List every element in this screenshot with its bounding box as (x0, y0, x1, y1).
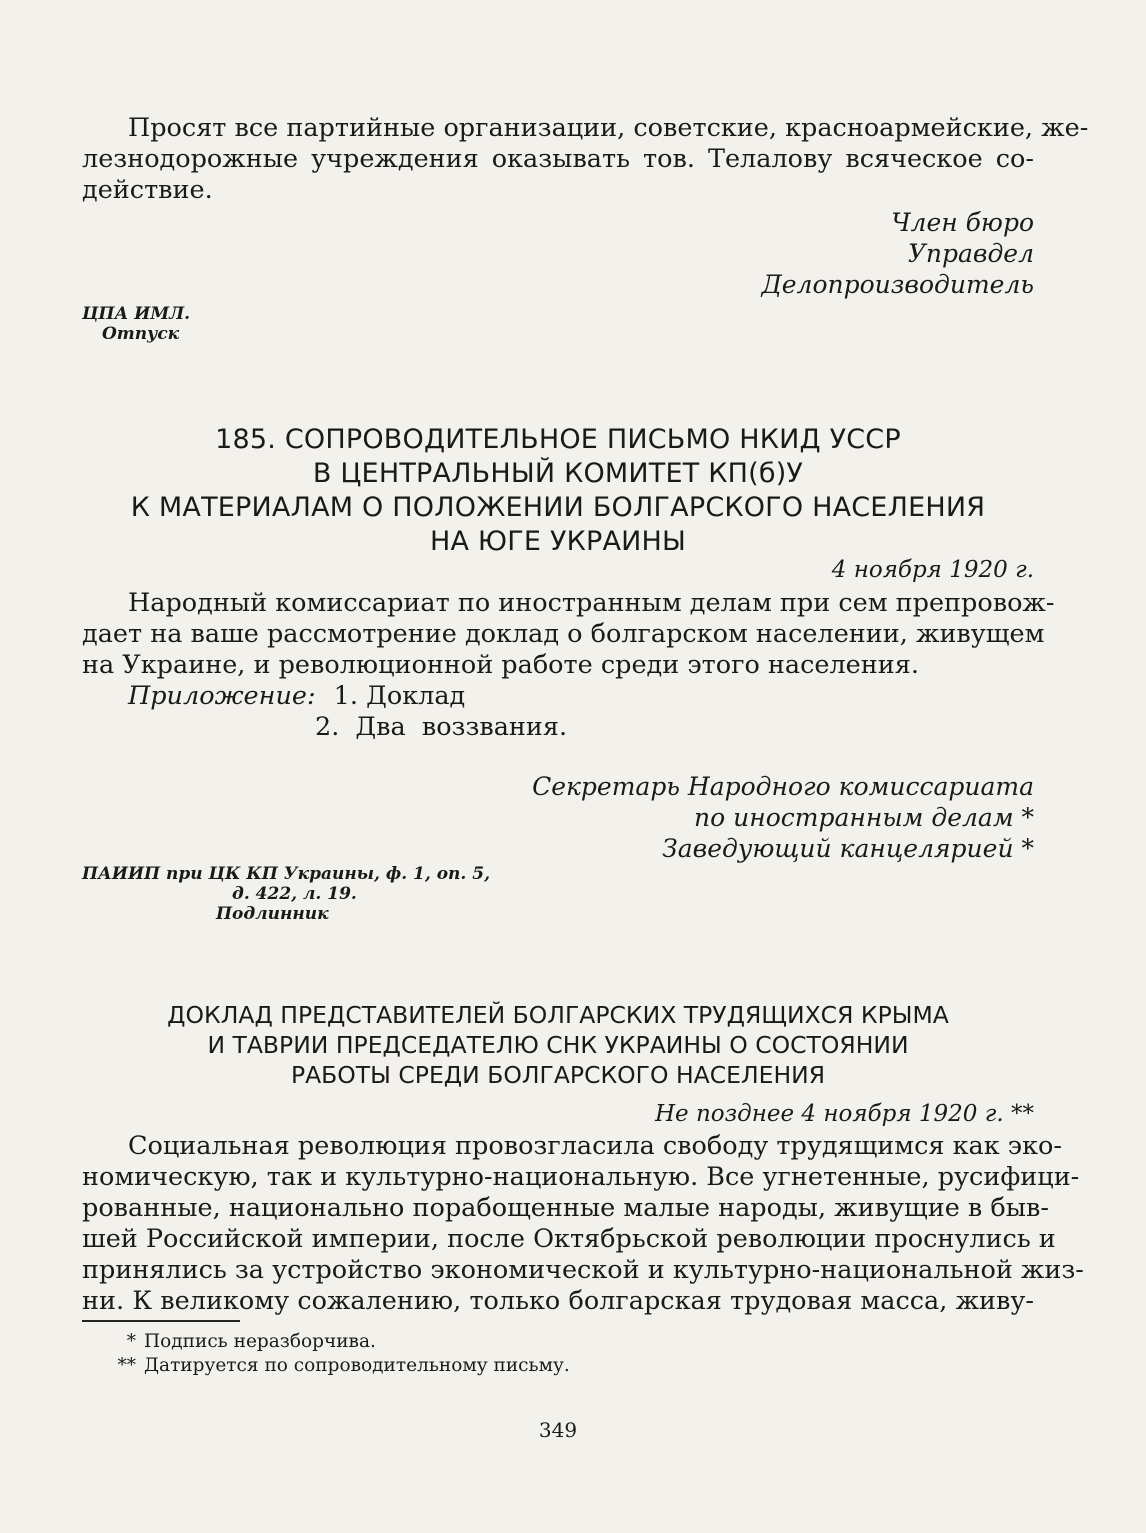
footnote-mark: * (126, 1331, 136, 1352)
report-title (82, 1000, 1034, 1090)
doc-185-date: 4 ноября 1920 г. (831, 557, 1034, 583)
signature-line: по иностранным делам * (694, 803, 1034, 832)
report-date: Не позднее 4 ноября 1920 г. ** (654, 1101, 1034, 1127)
footnote (82, 1330, 1034, 1354)
document-page (82, 0, 1089, 1533)
signature-line: Секретарь Народного комиссариата (532, 772, 1034, 801)
text-line: действие. (82, 175, 213, 205)
title-line: К МАТЕРИАЛАМ О ПОЛОЖЕНИИ БОЛГАРСКОГО НАСЕЛЕНИЯ (130, 492, 986, 523)
text-line: дает на ваше рассмотрение доклад о болгарском населении, живущем (82, 619, 1045, 649)
doc-185-signatures (82, 771, 1034, 864)
title-line: И ТАВРИИ ПРЕДСЕДАТЕЛЮ СНК УКРАИНЫ О СОСТОЯНИИ (207, 1031, 909, 1059)
signature-line: Заведующий канцелярией * (662, 834, 1034, 863)
text-line: Просят все партийные организации, советские, красноармейские, же- (128, 113, 1089, 143)
text-line: Народный комиссариат по иностранным делам при сем препровож- (128, 588, 1055, 618)
source-line: ЦПА ИМЛ. (82, 304, 191, 324)
attachment-item: 1. Доклад (333, 681, 466, 711)
attachment-label: Приложение: (128, 681, 316, 711)
text-line: лезнодорожные учреждения оказывать тов. Телалову всяческое со- (82, 144, 1034, 174)
footnote (82, 1354, 1034, 1378)
text-line: на Украине, и революционной работе среди этого населения. (82, 650, 919, 680)
footnote-text: Подпись неразборчива. (144, 1331, 376, 1352)
text-line: принялись за устройство экономической и культурно-национальной жиз- (82, 1255, 1084, 1285)
text-line: номическую, так и культурно-национальную. Все угнетенные, русифици- (82, 1162, 1080, 1192)
top-paragraph (82, 113, 1089, 206)
signature-line: Член бюро (891, 208, 1034, 237)
footnote-mark: ** (117, 1355, 136, 1376)
footnote-text: Датируется по сопроводительному письму. (144, 1355, 570, 1376)
attachments (82, 681, 1034, 743)
title-line: РАБОТЫ СРЕДИ БОЛГАРСКОГО НАСЕЛЕНИЯ (290, 1061, 826, 1089)
attachment-item: 2. Два воззвания. (315, 712, 568, 742)
title-line: В ЦЕНТРАЛЬНЫЙ КОМИТЕТ КП(б)У (312, 458, 804, 489)
text-line: шей Российской империи, после Октябрьской революции проснулись и (82, 1224, 1056, 1254)
doc-185-title (82, 423, 1034, 559)
source-line: Отпуск (102, 324, 180, 344)
report-body (82, 1131, 1084, 1317)
source-line: д. 422, л. 19. (232, 884, 357, 904)
page-number: 349 (538, 1418, 578, 1442)
title-line: ДОКЛАД ПРЕДСТАВИТЕЛЕЙ БОЛГАРСКИХ ТРУДЯЩИХСЯ КРЫМА (167, 1001, 949, 1029)
footnote-rule (82, 1320, 240, 1322)
doc-185-body (82, 588, 1055, 681)
source-line: Подлинник (216, 904, 329, 924)
signature-line: Делопроизводитель (761, 270, 1034, 299)
signature-block-1 (82, 207, 1034, 300)
text-line: Социальная революция провозгласила свободу трудящимся как эко- (128, 1131, 1062, 1161)
text-line: ни. К великому сожалению, только болгарская трудовая масса, живу- (82, 1286, 1034, 1316)
footnotes (82, 1330, 1034, 1378)
archive-source-2 (82, 864, 1034, 924)
signature-line: Управдел (907, 239, 1034, 268)
source-line: ПАИИП при ЦК КП Украины, ф. 1, оп. 5, (82, 864, 490, 884)
archive-source-1 (82, 304, 1034, 344)
title-line: 185. СОПРОВОДИТЕЛЬНОЕ ПИСЬМО НКИД УССР (215, 424, 901, 455)
title-line: НА ЮГЕ УКРАИНЫ (429, 526, 687, 557)
text-line: рованные, национально порабощенные малые народы, живущие в быв- (82, 1193, 1049, 1223)
